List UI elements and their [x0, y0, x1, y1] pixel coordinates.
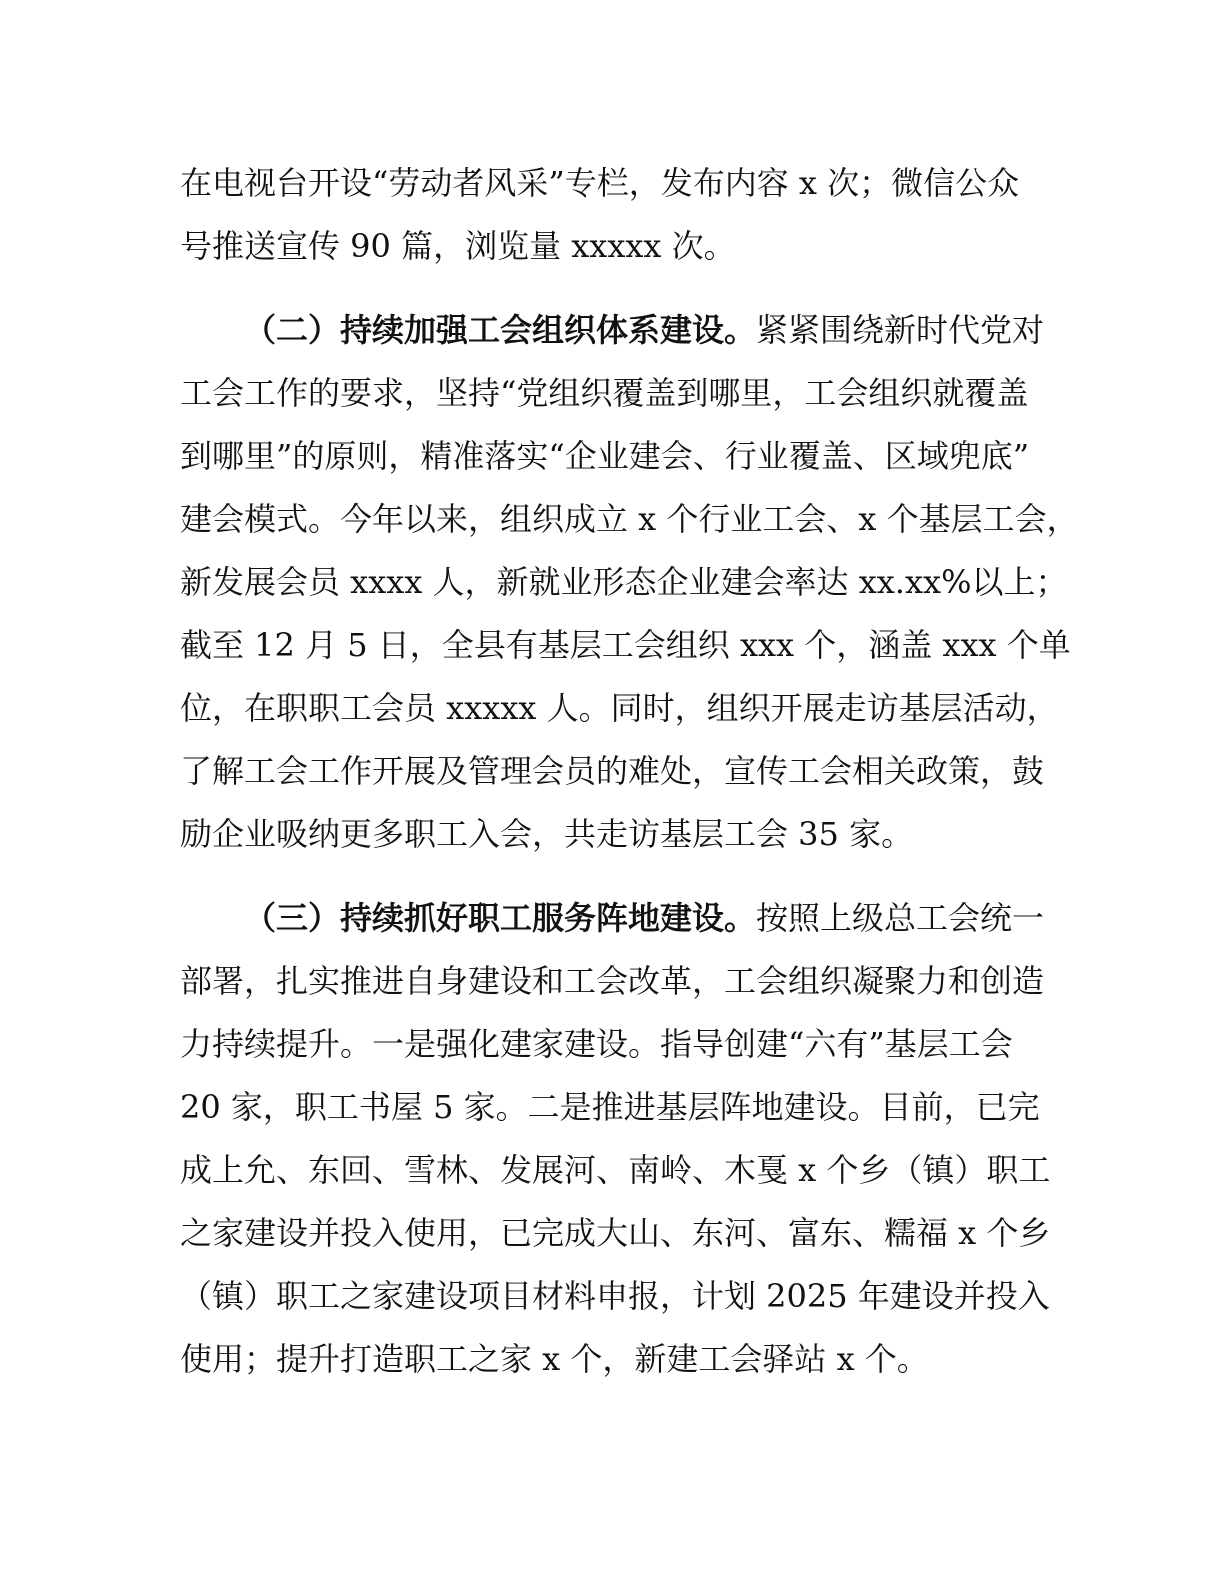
body-text-line: 之家建设并投入使用，已完成大山、东河、富东、糯福 x 个乡: [180, 1214, 1051, 1252]
body-text-line: 位，在职职工会员 xxxxx 人。同时，组织开展走访基层活动，: [180, 689, 1059, 727]
paragraph-first-line: [244, 307, 1044, 353]
body-text-line: 到哪里”的原则，精准落实“企业建会、行业覆盖、区域兜底”: [180, 437, 1030, 475]
body-text-line: 截至 12 月 5 日，全县有基层工会组织 xxx 个，涵盖 xxx 个单: [180, 626, 1071, 664]
body-text-inline: 按照上级总工会统一: [756, 899, 1045, 937]
body-text-line: 工会工作的要求，坚持“党组织覆盖到哪里，工会组织就覆盖: [180, 374, 1029, 412]
body-text-line: 成上允、东回、雪林、发展河、南岭、木戛 x 个乡（镇）职工: [180, 1151, 1051, 1189]
body-text-line: 力持续提升。一是强化建家建设。指导创建“六有”基层工会: [180, 1025, 1013, 1063]
body-text-line: 了解工会工作开展及管理会员的难处，宣传工会相关政策，鼓: [180, 752, 1045, 790]
body-text-line: 建会模式。今年以来，组织成立 x 个行业工会、x 个基层工会，: [180, 500, 1079, 538]
body-text-line: 20 家，职工书屋 5 家。二是推进基层阵地建设。目前，已完: [180, 1088, 1040, 1126]
paragraph-first-line: [244, 895, 1044, 941]
body-text-line: （镇）职工之家建设项目材料申报，计划 2025 年建设并投入: [180, 1277, 1050, 1315]
body-text-line: 使用；提升打造职工之家 x 个，新建工会驿站 x 个。: [180, 1340, 929, 1378]
section-heading-2: （二）持续加强工会组织体系建设。: [244, 311, 757, 349]
body-text-line: 号推送宣传 90 篇，浏览量 xxxxx 次。: [180, 227, 736, 265]
body-text-inline: 紧紧围绕新时代党对: [756, 311, 1045, 349]
body-text-line: 在电视台开设“劳动者风采”专栏，发布内容 x 次；微信公众: [180, 164, 1020, 202]
body-text-line: 部署，扎实推进自身建设和工会改革，工会组织凝聚力和创造: [180, 962, 1045, 1000]
body-text-line: 励企业吸纳更多职工入会，共走访基层工会 35 家。: [180, 815, 914, 853]
body-text-line: 新发展会员 xxxx 人，新就业形态企业建会率达 xx.xx%以上；: [180, 563, 1068, 601]
section-heading-3: （三）持续抓好职工服务阵地建设。: [244, 899, 757, 937]
